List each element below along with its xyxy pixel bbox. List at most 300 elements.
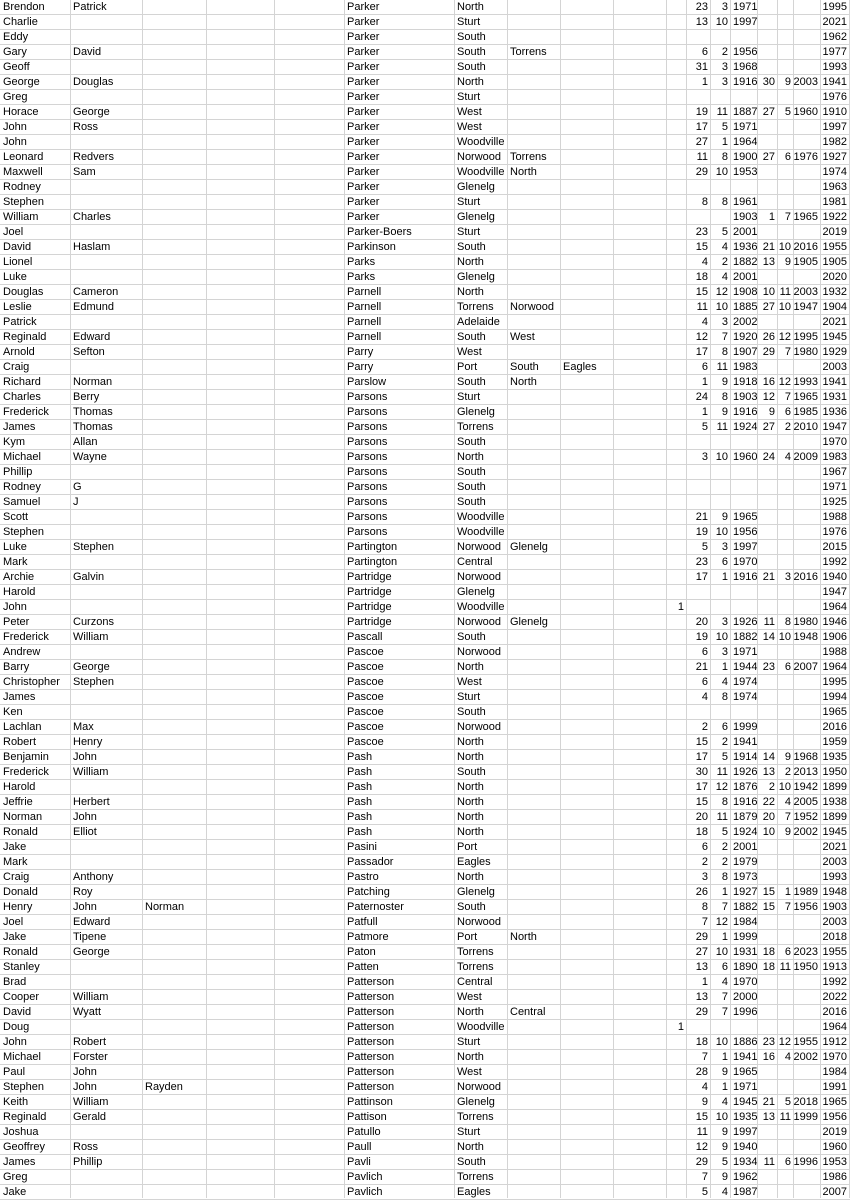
empty-cell[interactable] xyxy=(274,270,344,284)
empty-cell[interactable] xyxy=(613,1080,666,1094)
empty-cell[interactable] xyxy=(613,615,666,629)
third-club-cell[interactable] xyxy=(560,870,613,884)
club-cell[interactable]: Woodville xyxy=(457,166,505,178)
debut-year-cell[interactable]: 1960 xyxy=(822,1141,847,1153)
debut-year-cell[interactable]: 1977 xyxy=(822,46,847,58)
third-club-cell[interactable] xyxy=(560,570,613,584)
birth-year-cell[interactable] xyxy=(730,435,757,449)
empty-cell[interactable] xyxy=(274,885,344,899)
surname-cell[interactable]: Parsons xyxy=(347,511,388,523)
surname-cell[interactable]: Pastro xyxy=(347,871,379,883)
empty-cell[interactable] xyxy=(206,150,274,164)
empty-cell[interactable] xyxy=(206,765,274,779)
empty-cell[interactable] xyxy=(274,45,344,59)
debut-year-cell[interactable]: 1997 xyxy=(822,121,847,133)
empty-cell[interactable] xyxy=(613,0,666,14)
second-club-cell[interactable]: North xyxy=(510,376,537,388)
debut-year-cell[interactable]: 1903 xyxy=(822,901,847,913)
second-club-cell[interactable] xyxy=(507,1170,560,1184)
empty-cell[interactable] xyxy=(206,255,274,269)
club-cell[interactable]: Woodville xyxy=(457,601,505,613)
surname-cell[interactable]: Pash xyxy=(347,766,373,778)
surname-cell[interactable]: Pash xyxy=(347,781,373,793)
third-club-cell[interactable] xyxy=(560,555,613,569)
middle-name-cell[interactable]: Phillip xyxy=(73,1156,103,1168)
second-middle-name-cell[interactable] xyxy=(142,915,206,929)
flag-cell[interactable] xyxy=(666,285,686,299)
third-club-cell[interactable] xyxy=(560,435,613,449)
empty-cell[interactable] xyxy=(274,810,344,824)
empty-cell[interactable] xyxy=(206,1185,274,1199)
flag-cell[interactable] xyxy=(666,15,686,29)
death-year-cell[interactable]: 2009 xyxy=(793,451,818,463)
flag-cell[interactable] xyxy=(666,30,686,44)
middle-name-cell[interactable] xyxy=(70,180,142,194)
empty-cell[interactable] xyxy=(613,915,666,929)
first-name-cell[interactable]: Ken xyxy=(3,706,23,718)
middle-name-cell[interactable]: Anthony xyxy=(73,871,114,883)
second-club-cell[interactable] xyxy=(507,420,560,434)
birth-month-cell[interactable]: 8 xyxy=(721,796,728,808)
death-month-cell[interactable]: 5 xyxy=(784,106,791,118)
birth-month-cell[interactable] xyxy=(710,90,730,104)
empty-cell[interactable] xyxy=(274,90,344,104)
birth-month-cell[interactable]: 3 xyxy=(721,541,728,553)
birth-year-cell[interactable]: 1914 xyxy=(733,751,757,763)
death-month-cell[interactable]: 5 xyxy=(784,1096,791,1108)
birth-year-cell[interactable]: 1979 xyxy=(733,856,757,868)
death-year-cell[interactable]: 2005 xyxy=(793,796,818,808)
birth-year-cell[interactable]: 1934 xyxy=(733,1156,757,1168)
third-club-cell[interactable] xyxy=(560,30,613,44)
empty-cell[interactable] xyxy=(206,435,274,449)
club-cell[interactable]: Torrens xyxy=(457,1111,494,1123)
second-club-cell[interactable] xyxy=(507,1035,560,1049)
second-middle-name-cell[interactable] xyxy=(142,135,206,149)
death-year-cell[interactable] xyxy=(793,225,820,239)
debut-year-cell[interactable]: 1931 xyxy=(822,391,847,403)
second-middle-name-cell[interactable] xyxy=(142,795,206,809)
empty-cell[interactable] xyxy=(206,300,274,314)
death-day-cell[interactable] xyxy=(757,705,777,719)
middle-name-cell[interactable]: Robert xyxy=(73,1036,107,1048)
empty-cell[interactable] xyxy=(206,165,274,179)
first-name-cell[interactable]: Paul xyxy=(3,1066,26,1078)
death-year-cell[interactable] xyxy=(793,840,820,854)
middle-name-cell[interactable]: Sefton xyxy=(73,346,105,358)
birth-month-cell[interactable]: 2 xyxy=(721,856,728,868)
club-cell[interactable]: North xyxy=(457,751,484,763)
second-club-cell[interactable] xyxy=(507,960,560,974)
empty-cell[interactable] xyxy=(274,1020,344,1034)
death-month-cell[interactable] xyxy=(777,60,793,74)
first-name-cell[interactable]: David xyxy=(3,241,32,253)
debut-year-cell[interactable]: 1976 xyxy=(822,91,847,103)
middle-name-cell[interactable] xyxy=(70,780,142,794)
death-day-cell[interactable] xyxy=(757,120,777,134)
death-month-cell[interactable] xyxy=(777,1170,793,1184)
flag-cell[interactable] xyxy=(666,75,686,89)
second-club-cell[interactable] xyxy=(507,780,560,794)
death-month-cell[interactable] xyxy=(777,1140,793,1154)
flag-cell[interactable] xyxy=(666,60,686,74)
second-club-cell[interactable] xyxy=(507,585,560,599)
flag-cell[interactable] xyxy=(666,765,686,779)
death-day-cell[interactable]: 18 xyxy=(762,961,775,973)
empty-cell[interactable] xyxy=(274,1035,344,1049)
surname-cell[interactable]: Partridge xyxy=(347,571,392,583)
death-year-cell[interactable]: 1989 xyxy=(793,886,818,898)
birth-year-cell[interactable]: 1970 xyxy=(733,976,757,988)
birth-year-cell[interactable]: 1926 xyxy=(733,766,757,778)
death-day-cell[interactable]: 16 xyxy=(762,1051,775,1063)
second-club-cell[interactable] xyxy=(507,255,560,269)
birth-month-cell[interactable]: 2 xyxy=(721,46,728,58)
club-cell[interactable]: South xyxy=(457,31,486,43)
first-name-cell[interactable]: David xyxy=(3,1006,32,1018)
debut-year-cell[interactable]: 1992 xyxy=(822,556,847,568)
birth-year-cell[interactable]: 1935 xyxy=(733,1111,757,1123)
death-month-cell[interactable] xyxy=(777,30,793,44)
debut-year-cell[interactable]: 1965 xyxy=(822,1096,847,1108)
birth-month-cell[interactable]: 10 xyxy=(715,166,728,178)
birth-year-cell[interactable] xyxy=(730,705,757,719)
second-middle-name-cell[interactable] xyxy=(142,510,206,524)
second-club-cell[interactable] xyxy=(507,15,560,29)
empty-cell[interactable] xyxy=(206,345,274,359)
empty-cell[interactable] xyxy=(613,150,666,164)
death-year-cell[interactable]: 1999 xyxy=(793,1111,818,1123)
debut-year-cell[interactable]: 1982 xyxy=(822,136,847,148)
club-cell[interactable]: South xyxy=(457,61,486,73)
second-middle-name-cell[interactable] xyxy=(142,480,206,494)
death-day-cell[interactable] xyxy=(757,525,777,539)
death-year-cell[interactable] xyxy=(793,0,820,14)
empty-cell[interactable] xyxy=(206,195,274,209)
middle-name-cell[interactable]: Edward xyxy=(73,916,111,928)
birth-day-cell[interactable]: 17 xyxy=(695,751,708,763)
club-cell[interactable]: Eagles xyxy=(457,856,491,868)
death-year-cell[interactable] xyxy=(793,600,820,614)
death-month-cell[interactable] xyxy=(777,990,793,1004)
empty-cell[interactable] xyxy=(206,315,274,329)
flag-cell[interactable] xyxy=(666,1185,686,1199)
third-club-cell[interactable] xyxy=(560,975,613,989)
third-club-cell[interactable] xyxy=(560,660,613,674)
birth-month-cell[interactable]: 1 xyxy=(721,571,728,583)
empty-cell[interactable] xyxy=(206,735,274,749)
birth-year-cell[interactable] xyxy=(730,600,757,614)
birth-day-cell[interactable] xyxy=(686,30,710,44)
empty-cell[interactable] xyxy=(274,510,344,524)
empty-cell[interactable] xyxy=(274,870,344,884)
birth-day-cell[interactable]: 1 xyxy=(701,406,708,418)
middle-name-cell[interactable] xyxy=(70,1125,142,1139)
birth-month-cell[interactable]: 10 xyxy=(715,946,728,958)
death-day-cell[interactable]: 14 xyxy=(762,751,775,763)
first-name-cell[interactable]: Henry xyxy=(3,901,33,913)
third-club-cell[interactable] xyxy=(560,315,613,329)
club-cell[interactable]: Norwood xyxy=(457,916,502,928)
birth-year-cell[interactable]: 1974 xyxy=(733,691,757,703)
empty-cell[interactable] xyxy=(206,375,274,389)
death-month-cell[interactable]: 3 xyxy=(784,571,791,583)
death-month-cell[interactable]: 11 xyxy=(779,1111,791,1123)
empty-cell[interactable] xyxy=(206,15,274,29)
second-middle-name-cell[interactable] xyxy=(142,465,206,479)
second-club-cell[interactable] xyxy=(507,885,560,899)
birth-month-cell[interactable]: 6 xyxy=(721,721,728,733)
birth-month-cell[interactable]: 10 xyxy=(715,1111,728,1123)
middle-name-cell[interactable]: Thomas xyxy=(73,421,113,433)
third-club-cell[interactable] xyxy=(560,645,613,659)
middle-name-cell[interactable] xyxy=(70,1170,142,1184)
first-name-cell[interactable]: Greg xyxy=(3,91,28,103)
birth-day-cell[interactable]: 9 xyxy=(701,1096,708,1108)
empty-cell[interactable] xyxy=(206,1140,274,1154)
birth-year-cell[interactable]: 1997 xyxy=(733,16,757,28)
club-cell[interactable]: Glenelg xyxy=(457,211,495,223)
death-day-cell[interactable] xyxy=(757,1080,777,1094)
middle-name-cell[interactable] xyxy=(70,690,142,704)
birth-month-cell[interactable]: 10 xyxy=(715,631,728,643)
empty-cell[interactable] xyxy=(274,210,344,224)
death-month-cell[interactable] xyxy=(777,705,793,719)
debut-year-cell[interactable]: 2018 xyxy=(822,931,847,943)
death-day-cell[interactable]: 27 xyxy=(762,421,775,433)
birth-month-cell[interactable] xyxy=(710,705,730,719)
death-month-cell[interactable] xyxy=(777,645,793,659)
empty-cell[interactable] xyxy=(206,1050,274,1064)
death-day-cell[interactable] xyxy=(757,495,777,509)
birth-month-cell[interactable]: 11 xyxy=(716,106,728,118)
birth-month-cell[interactable]: 5 xyxy=(721,1156,728,1168)
birth-day-cell[interactable]: 7 xyxy=(701,916,708,928)
death-day-cell[interactable]: 12 xyxy=(762,391,775,403)
club-cell[interactable]: South xyxy=(457,901,486,913)
birth-day-cell[interactable]: 15 xyxy=(695,1111,708,1123)
debut-year-cell[interactable]: 1922 xyxy=(822,211,847,223)
surname-cell[interactable]: Pavlich xyxy=(347,1171,383,1183)
death-year-cell[interactable] xyxy=(793,585,820,599)
first-name-cell[interactable]: Charlie xyxy=(3,16,38,28)
third-club-cell[interactable] xyxy=(560,780,613,794)
birth-day-cell[interactable]: 15 xyxy=(695,286,708,298)
birth-year-cell[interactable]: 1903 xyxy=(733,391,757,403)
first-name-cell[interactable]: Rodney xyxy=(3,481,41,493)
empty-cell[interactable] xyxy=(274,1125,344,1139)
birth-year-cell[interactable]: 2000 xyxy=(733,991,757,1003)
birth-month-cell[interactable]: 10 xyxy=(715,301,728,313)
flag-cell[interactable] xyxy=(666,45,686,59)
second-club-cell[interactable] xyxy=(507,345,560,359)
flag-cell[interactable] xyxy=(666,390,686,404)
empty-cell[interactable] xyxy=(613,300,666,314)
birth-month-cell[interactable]: 10 xyxy=(715,1036,728,1048)
death-day-cell[interactable] xyxy=(757,1005,777,1019)
club-cell[interactable]: Glenelg xyxy=(457,181,495,193)
birth-year-cell[interactable]: 1962 xyxy=(733,1171,757,1183)
death-year-cell[interactable] xyxy=(793,1140,820,1154)
death-day-cell[interactable] xyxy=(757,465,777,479)
death-month-cell[interactable] xyxy=(777,165,793,179)
empty-cell[interactable] xyxy=(206,750,274,764)
death-month-cell[interactable]: 11 xyxy=(779,286,791,298)
surname-cell[interactable]: Paull xyxy=(347,1141,372,1153)
first-name-cell[interactable]: Benjamin xyxy=(3,751,49,763)
second-middle-name-cell[interactable] xyxy=(142,1035,206,1049)
birth-day-cell[interactable]: 19 xyxy=(695,631,708,643)
second-middle-name-cell[interactable] xyxy=(142,435,206,449)
birth-month-cell[interactable]: 8 xyxy=(721,196,728,208)
second-club-cell[interactable]: North xyxy=(510,166,537,178)
second-club-cell[interactable] xyxy=(507,720,560,734)
death-year-cell[interactable] xyxy=(793,90,820,104)
death-year-cell[interactable] xyxy=(793,45,820,59)
empty-cell[interactable] xyxy=(613,330,666,344)
birth-year-cell[interactable]: 1882 xyxy=(733,631,757,643)
second-middle-name-cell[interactable] xyxy=(142,1050,206,1064)
flag-cell[interactable] xyxy=(666,360,686,374)
empty-cell[interactable] xyxy=(274,1080,344,1094)
third-club-cell[interactable] xyxy=(560,165,613,179)
second-middle-name-cell[interactable] xyxy=(142,300,206,314)
flag-cell[interactable] xyxy=(666,135,686,149)
second-club-cell[interactable] xyxy=(507,90,560,104)
middle-name-cell[interactable]: Tipene xyxy=(73,931,107,943)
second-middle-name-cell[interactable] xyxy=(142,660,206,674)
birth-year-cell[interactable]: 1903 xyxy=(733,211,757,223)
second-club-cell[interactable] xyxy=(507,270,560,284)
birth-day-cell[interactable]: 15 xyxy=(695,796,708,808)
club-cell[interactable]: Glenelg xyxy=(457,886,495,898)
death-month-cell[interactable] xyxy=(777,915,793,929)
empty-cell[interactable] xyxy=(274,420,344,434)
birth-month-cell[interactable]: 4 xyxy=(721,271,728,283)
club-cell[interactable]: South xyxy=(457,376,486,388)
empty-cell[interactable] xyxy=(613,585,666,599)
third-club-cell[interactable] xyxy=(560,465,613,479)
empty-cell[interactable] xyxy=(206,585,274,599)
death-month-cell[interactable]: 7 xyxy=(784,346,791,358)
birth-year-cell[interactable]: 1920 xyxy=(733,331,757,343)
death-month-cell[interactable] xyxy=(777,180,793,194)
empty-cell[interactable] xyxy=(613,315,666,329)
surname-cell[interactable]: Parsons xyxy=(347,466,388,478)
death-day-cell[interactable] xyxy=(757,675,777,689)
third-club-cell[interactable] xyxy=(560,15,613,29)
middle-name-cell[interactable]: Forster xyxy=(73,1051,108,1063)
death-day-cell[interactable] xyxy=(757,195,777,209)
death-year-cell[interactable] xyxy=(793,1065,820,1079)
club-cell[interactable]: Central xyxy=(457,976,493,988)
second-club-cell[interactable]: Norwood xyxy=(510,301,555,313)
surname-cell[interactable]: Parker xyxy=(347,136,380,148)
birth-year-cell[interactable] xyxy=(730,180,757,194)
empty-cell[interactable] xyxy=(274,1140,344,1154)
debut-year-cell[interactable]: 1956 xyxy=(822,1111,847,1123)
death-month-cell[interactable] xyxy=(777,315,793,329)
third-club-cell[interactable] xyxy=(560,735,613,749)
debut-year-cell[interactable]: 1992 xyxy=(822,976,847,988)
club-cell[interactable]: South xyxy=(457,706,486,718)
club-cell[interactable]: South xyxy=(457,46,486,58)
club-cell[interactable]: South xyxy=(457,1156,486,1168)
birth-year-cell[interactable]: 1885 xyxy=(733,301,757,313)
empty-cell[interactable] xyxy=(274,585,344,599)
second-middle-name-cell[interactable] xyxy=(142,1140,206,1154)
death-month-cell[interactable] xyxy=(777,120,793,134)
birth-day-cell[interactable]: 11 xyxy=(696,301,708,313)
middle-name-cell[interactable]: Edmund xyxy=(73,301,114,313)
second-club-cell[interactable] xyxy=(507,705,560,719)
death-day-cell[interactable]: 26 xyxy=(762,331,775,343)
third-club-cell[interactable] xyxy=(560,600,613,614)
empty-cell[interactable] xyxy=(613,120,666,134)
empty-cell[interactable] xyxy=(613,420,666,434)
death-month-cell[interactable]: 12 xyxy=(778,1036,791,1048)
first-name-cell[interactable]: Maxwell xyxy=(3,166,43,178)
empty-cell[interactable] xyxy=(206,1095,274,1109)
second-club-cell[interactable] xyxy=(507,750,560,764)
empty-cell[interactable] xyxy=(206,825,274,839)
second-club-cell[interactable] xyxy=(507,435,560,449)
second-club-cell[interactable] xyxy=(507,465,560,479)
flag-cell[interactable] xyxy=(666,930,686,944)
empty-cell[interactable] xyxy=(206,645,274,659)
third-club-cell[interactable] xyxy=(560,495,613,509)
second-club-cell[interactable] xyxy=(507,30,560,44)
empty-cell[interactable] xyxy=(206,135,274,149)
second-club-cell[interactable] xyxy=(507,1080,560,1094)
empty-cell[interactable] xyxy=(613,1095,666,1109)
birth-day-cell[interactable]: 4 xyxy=(701,256,708,268)
club-cell[interactable]: Torrens xyxy=(457,1171,494,1183)
middle-name-cell[interactable] xyxy=(70,135,142,149)
first-name-cell[interactable]: Stanley xyxy=(3,961,40,973)
death-year-cell[interactable]: 2016 xyxy=(793,571,818,583)
middle-name-cell[interactable]: George xyxy=(73,661,110,673)
birth-month-cell[interactable]: 8 xyxy=(721,151,728,163)
birth-month-cell[interactable]: 11 xyxy=(716,361,728,373)
empty-cell[interactable] xyxy=(206,1110,274,1124)
death-day-cell[interactable]: 18 xyxy=(762,946,775,958)
death-day-cell[interactable]: 1 xyxy=(768,211,775,223)
birth-year-cell[interactable]: 1997 xyxy=(733,541,757,553)
death-month-cell[interactable] xyxy=(777,135,793,149)
empty-cell[interactable] xyxy=(274,660,344,674)
empty-cell[interactable] xyxy=(613,825,666,839)
first-name-cell[interactable]: Douglas xyxy=(3,286,44,298)
death-year-cell[interactable]: 2002 xyxy=(793,1051,818,1063)
empty-cell[interactable] xyxy=(613,360,666,374)
club-cell[interactable]: North xyxy=(457,1141,484,1153)
death-day-cell[interactable]: 27 xyxy=(762,151,775,163)
empty-cell[interactable] xyxy=(613,855,666,869)
third-club-cell[interactable] xyxy=(560,960,613,974)
birth-month-cell[interactable]: 8 xyxy=(721,391,728,403)
birth-year-cell[interactable]: 1882 xyxy=(733,256,757,268)
empty-cell[interactable] xyxy=(613,540,666,554)
debut-year-cell[interactable]: 2007 xyxy=(822,1186,847,1198)
flag-cell[interactable] xyxy=(666,1110,686,1124)
empty-cell[interactable] xyxy=(274,390,344,404)
flag-cell[interactable] xyxy=(666,630,686,644)
middle-name-cell[interactable]: William xyxy=(73,631,109,643)
third-club-cell[interactable] xyxy=(560,210,613,224)
death-month-cell[interactable]: 6 xyxy=(784,151,791,163)
empty-cell[interactable] xyxy=(613,780,666,794)
